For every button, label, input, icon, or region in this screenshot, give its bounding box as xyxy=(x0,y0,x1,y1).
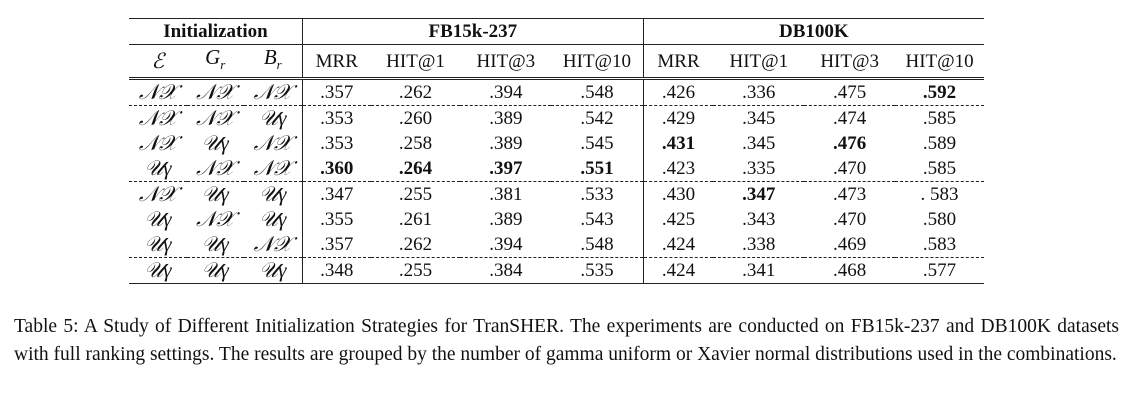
init-cell: 𝒰γ xyxy=(187,182,244,208)
value-cell: .535 xyxy=(551,258,643,284)
value-cell: .397 xyxy=(489,158,523,180)
value-cell: .335 xyxy=(742,158,776,180)
init-cell: 𝒩𝒳 xyxy=(196,207,235,232)
value-cell: .468 xyxy=(804,258,895,284)
value-cell: .264 xyxy=(398,158,433,180)
value-cell: .355 xyxy=(320,209,354,231)
init-cell: 𝒰γ xyxy=(144,156,172,181)
value-cell: . 583 xyxy=(895,182,984,208)
value-cell: .343 xyxy=(742,209,776,231)
table-caption: Table 5: A Study of Different Initialization Strategies for TranSHER. The experiments are conducted on FB15k-237 and DB100K datasets with full ranking settings. The results are grouped by the number of gamma uniform or Xavier normal distributions used in the combinations. xyxy=(14,316,1119,365)
group-header-row xyxy=(129,19,984,45)
init-cell: 𝒰γ xyxy=(244,106,303,132)
fb-hit3-header: HIT@3 xyxy=(460,45,551,79)
initialization-header: Initialization xyxy=(129,19,302,45)
value-cell: .255 xyxy=(371,182,461,208)
value-cell: .474 xyxy=(804,106,895,132)
init-cell: 𝒩𝒳 xyxy=(187,106,244,132)
value-cell: .389 xyxy=(460,106,551,132)
fb-hit1-header: HIT@1 xyxy=(371,45,461,79)
db-hit1-header: HIT@1 xyxy=(713,45,804,79)
value-cell: .431 xyxy=(661,133,696,155)
init-cell: 𝒰γ xyxy=(129,258,187,284)
value-cell: .336 xyxy=(713,79,804,106)
relation-b-header: $B_r$ xyxy=(244,45,303,79)
table-row xyxy=(129,156,984,182)
value-cell: .473 xyxy=(804,182,895,208)
table-row xyxy=(129,232,984,258)
value-cell: .357 xyxy=(302,79,370,106)
value-cell: .476 xyxy=(833,133,867,155)
fb15k-header: FB15k-237 xyxy=(302,19,643,45)
init-cell: 𝒰γ xyxy=(144,232,172,257)
value-cell: .585 xyxy=(895,106,984,132)
value-cell: .548 xyxy=(551,79,643,106)
value-cell: .425 xyxy=(661,209,696,231)
value-cell: .258 xyxy=(398,133,433,155)
value-cell: .430 xyxy=(643,182,713,208)
table-row xyxy=(129,79,984,106)
value-cell: .533 xyxy=(551,182,643,208)
init-cell: 𝒰γ xyxy=(244,258,303,284)
value-cell: .577 xyxy=(895,258,984,284)
value-cell: .384 xyxy=(460,258,551,284)
init-cell: 𝒰γ xyxy=(201,232,229,257)
init-cell: 𝒰γ xyxy=(244,182,303,208)
value-cell: .429 xyxy=(643,106,713,132)
value-cell: .357 xyxy=(320,234,354,256)
value-cell: .423 xyxy=(661,158,696,180)
value-cell: .389 xyxy=(489,133,523,155)
db-hit3-header: HIT@3 xyxy=(804,45,895,79)
init-cell: 𝒰γ xyxy=(201,131,229,156)
value-cell: .426 xyxy=(643,79,713,106)
db-hit10-header: HIT@10 xyxy=(895,45,984,79)
init-cell: 𝒰γ xyxy=(144,207,172,232)
entity-init-header: ℰ xyxy=(129,45,187,79)
value-cell: .592 xyxy=(895,79,984,106)
value-cell: .394 xyxy=(489,234,523,256)
value-cell: .347 xyxy=(713,182,804,208)
value-cell: .470 xyxy=(833,209,867,231)
fb-mrr-header: MRR xyxy=(302,45,370,79)
value-cell: .589 xyxy=(922,133,957,155)
init-cell: 𝒰γ xyxy=(187,258,244,284)
init-cell: 𝒩𝒳 xyxy=(244,131,303,156)
db-mrr-header: MRR xyxy=(643,45,713,79)
value-cell: .338 xyxy=(742,234,776,256)
db100k-header: DB100K xyxy=(643,19,984,45)
init-cell: 𝒩𝒳 xyxy=(244,156,303,182)
value-cell: .341 xyxy=(713,258,804,284)
init-cell: 𝒩𝒳 xyxy=(187,79,244,106)
value-cell: .353 xyxy=(320,133,354,155)
init-cell: 𝒩𝒳 xyxy=(129,79,187,106)
value-cell: .348 xyxy=(302,258,370,284)
value-cell: .347 xyxy=(302,182,370,208)
init-cell: 𝒩𝒳 xyxy=(138,131,177,156)
value-cell: .585 xyxy=(922,158,957,180)
fb-hit10-header: HIT@10 xyxy=(551,45,643,79)
value-cell: .345 xyxy=(742,133,776,155)
value-cell: .262 xyxy=(398,234,433,256)
results-table xyxy=(129,18,984,284)
value-cell: .551 xyxy=(551,156,643,182)
value-cell: .424 xyxy=(643,258,713,284)
init-cell: 𝒩𝒳 xyxy=(244,232,303,258)
value-cell: .260 xyxy=(371,106,461,132)
sub-header-row xyxy=(129,45,984,79)
table-row xyxy=(129,106,984,132)
table-row xyxy=(129,207,984,232)
value-cell: .381 xyxy=(460,182,551,208)
value-cell: .262 xyxy=(371,79,461,106)
init-cell: 𝒩𝒳 xyxy=(129,182,187,208)
value-cell: .353 xyxy=(302,106,370,132)
init-cell: 𝒩𝒳 xyxy=(244,79,303,106)
table-row xyxy=(129,258,984,284)
relation-g-header: $G_r$ xyxy=(187,45,244,79)
init-cell: 𝒩𝒳 xyxy=(129,106,187,132)
value-cell: .543 xyxy=(551,207,643,232)
value-cell: .545 xyxy=(551,131,643,156)
value-cell: .542 xyxy=(551,106,643,132)
value-cell: .469 xyxy=(833,234,867,256)
value-cell: .548 xyxy=(551,232,643,258)
value-cell: .424 xyxy=(661,234,696,256)
value-cell: .475 xyxy=(804,79,895,106)
init-cell: 𝒩𝒳 xyxy=(196,156,235,181)
value-cell: .580 xyxy=(922,209,957,231)
value-cell: .389 xyxy=(489,209,523,231)
value-cell: .583 xyxy=(922,234,957,256)
value-cell: .255 xyxy=(371,258,461,284)
value-cell: .261 xyxy=(398,209,433,231)
value-cell: .394 xyxy=(460,79,551,106)
init-cell: 𝒰γ xyxy=(244,207,303,232)
table-row xyxy=(129,182,984,208)
value-cell: .345 xyxy=(713,106,804,132)
table-row xyxy=(129,131,984,156)
value-cell: .470 xyxy=(833,158,867,180)
value-cell: .360 xyxy=(320,158,354,180)
